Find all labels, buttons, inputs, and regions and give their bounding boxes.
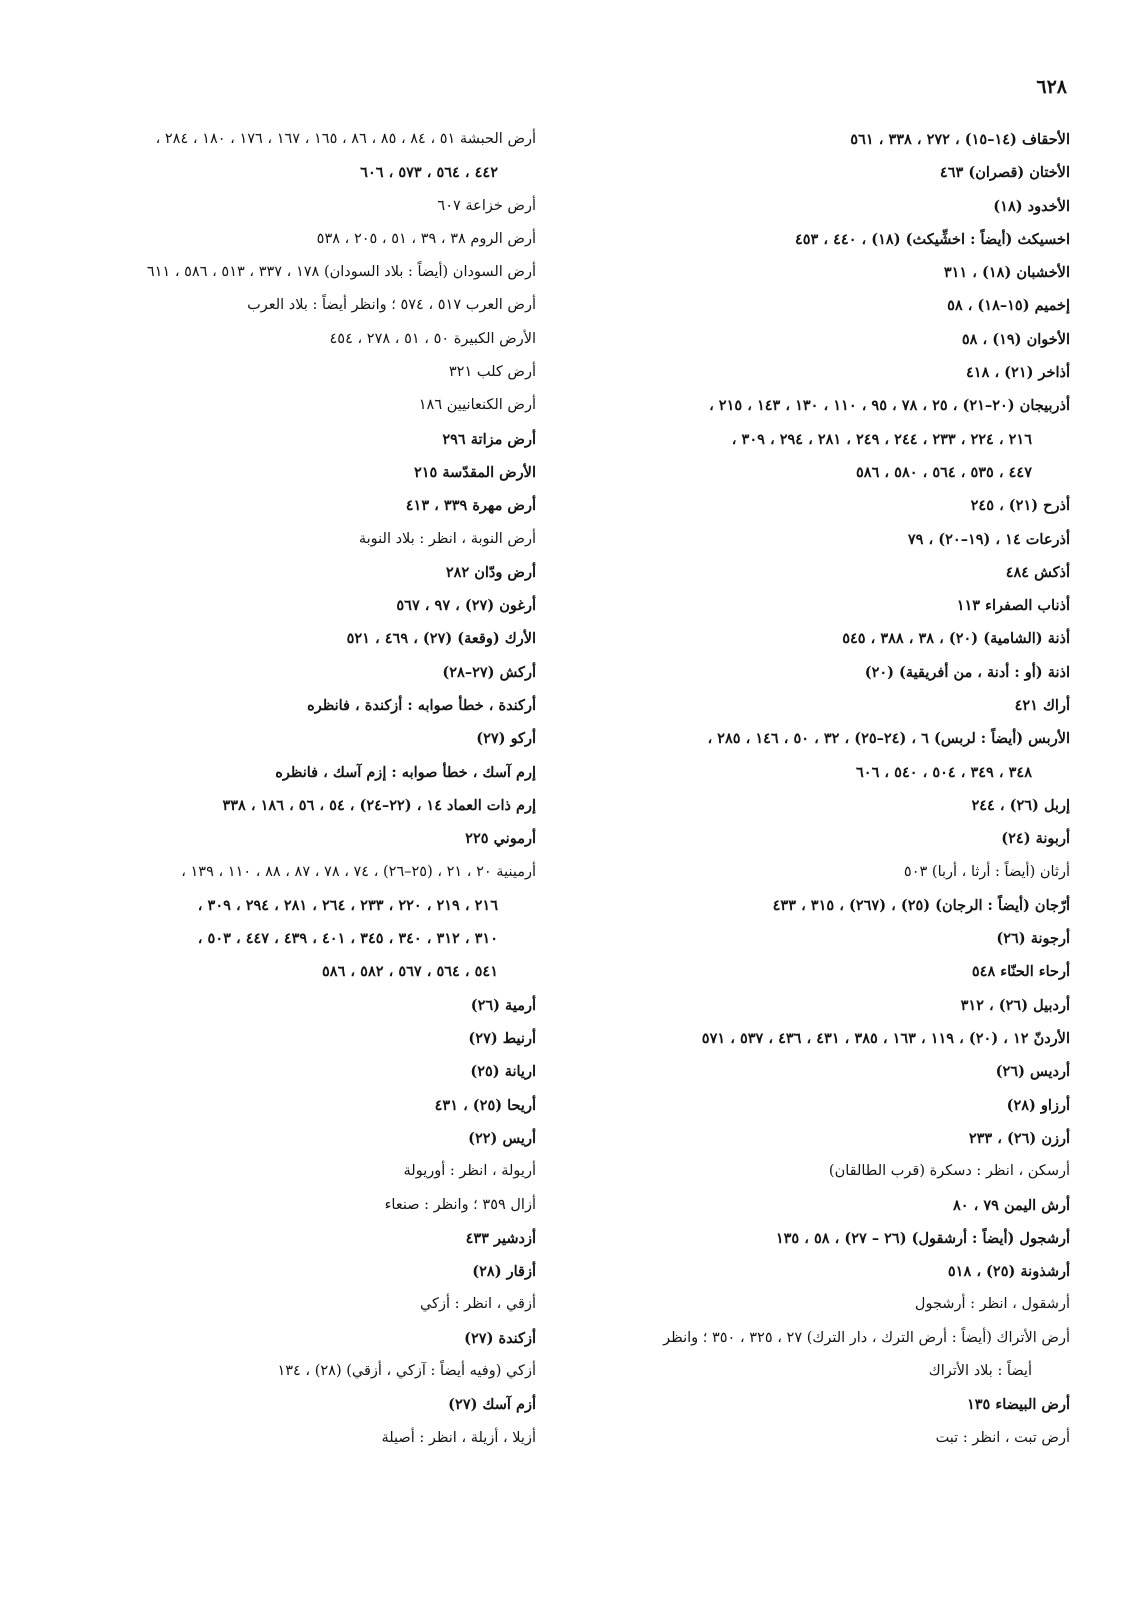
index-entry-continuation: ٢١٦ ، ٢٢٤ ، ٢٣٣ ، ٢٤٤ ، ٢٤٩ ، ٢٨١ ، ٢٩٤ ، ٣٠٩ ، xyxy=(731,430,1032,448)
index-entry: أزقي ، انظر : أزكي xyxy=(419,1296,536,1313)
index-entry: إرم آسك ، خطأ صوابه : إزم آسك ، فانظره xyxy=(275,763,536,781)
index-entry: إربل (٢٦) ، ٢٤٤ xyxy=(971,796,1070,814)
index-entry: أرشجول (أيضاً : أرشقول) (٢٦ – ٢٧) ، ٥٨ ، ١٣٥ xyxy=(775,1229,1070,1247)
index-entry: الأخدود (١٨) xyxy=(993,197,1070,215)
index-entry-continuation: ٣٤٨ ، ٣٤٩ ، ٥٠٤ ، ٥٤٠ ، ٦٠٦ xyxy=(856,763,1032,781)
left-index-column xyxy=(36,123,536,1455)
index-entry: أذاخر (٢١) ، ٤١٨ xyxy=(966,364,1070,382)
index-entry: أذناب الصفراء ١١٣ xyxy=(956,597,1070,615)
index-entry: أريس (٢٢) xyxy=(468,1129,536,1147)
index-entry: أرض كلب ٣٢١ xyxy=(448,364,536,381)
index-entry: أذربيجان (٢٠–٢١) ، ٢٥ ، ٧٨ ، ٩٥ ، ١١٠ ، ١٣٠ ، ١٤٣ ، ٢١٥ ، xyxy=(709,397,1070,415)
index-entry-continuation: ٤٤٧ ، ٥٣٥ ، ٥٦٤ ، ٥٨٠ ، ٥٨٦ xyxy=(856,463,1032,481)
index-entry: أرض الحبشة ٥١ ، ٨٤ ، ٨٥ ، ٨٦ ، ١٦٥ ، ١٦٧ ، ١٧٦ ، ١٨٠ ، ٢٨٤ ، xyxy=(155,131,536,147)
index-entry: أزقار (٢٨) xyxy=(472,1263,536,1281)
index-entry: أذرعات ١٤ ، (١٩–٢٠) ، ٧٩ xyxy=(907,530,1070,548)
index-entry-continuation: ٤٤٢ ، ٥٦٤ ، ٥٧٣ ، ٦٠٦ xyxy=(360,164,498,182)
index-entry-continuation: ٥٤١ ، ٥٦٤ ، ٥٦٧ ، ٥٨٢ ، ٥٨٦ xyxy=(322,963,498,981)
index-entry: أرض العرب ٥١٧ ، ٥٧٤ ؛ وانظر أيضاً : بلاد العرب xyxy=(247,297,536,314)
index-entry: أرض الأتراك (أيضاً : أرض الترك ، دار الترك) ٢٧ ، ٣٢٥ ، ٣٥٠ ؛ وانظر xyxy=(663,1329,1070,1346)
index-entry: الأختان (قصران) ٤٦٣ xyxy=(939,164,1070,182)
index-entry-continuation: ٣١٠ ، ٣١٢ ، ٣٤٠ ، ٣٤٥ ، ٤٠١ ، ٤٣٩ ، ٤٤٧ ، ٥٠٣ ، xyxy=(197,930,498,948)
index-entry: أرّجان (أيضاً : الرجان) (٢٥) ، (٢٦٧) ، ٣١٥ ، ٤٣٣ xyxy=(772,896,1070,914)
index-entry: أرض الروم ٣٨ ، ٣٩ ، ٥١ ، ٢٠٥ ، ٥٣٨ xyxy=(316,230,536,247)
index-entry: أزال ٣٥٩ ؛ وانظر : صنعاء xyxy=(384,1196,536,1213)
index-entry: أركو (٢٧) xyxy=(476,730,536,748)
index-entry: أرض الكنعانيين ١٨٦ xyxy=(418,397,536,414)
index-entry: أرثان (أيضاً : أرثا ، أربا) ٥٠٣ xyxy=(903,863,1070,880)
index-entry: أرش اليمن ٧٩ ، ٨٠ xyxy=(952,1196,1070,1214)
index-entry: أرض ودّان ٢٨٢ xyxy=(445,563,536,581)
index-entry: أركش (٢٧–٢٨) xyxy=(442,663,536,681)
index-entry: أرشذونة (٢٥) ، ٥١٨ xyxy=(947,1263,1070,1281)
index-entry: أريولة ، انظر : أوريولة xyxy=(403,1163,536,1180)
index-entry: أرض مزاتة ٢٩٦ xyxy=(442,430,536,448)
index-entry: أذنة (الشامية) (٢٠) ، ٣٨ ، ٣٨٨ ، ٥٤٥ xyxy=(842,630,1070,648)
index-entry: أرسكن ، انظر : دسكرة (قرب الطالقان) xyxy=(828,1163,1070,1180)
index-entry: الأرك (وقعة) (٢٧) ، ٤٦٩ ، ٥٢١ xyxy=(346,630,536,648)
right-index-column xyxy=(562,123,1070,1455)
index-entry: الأرض الكبيرة ٥٠ ، ٥١ ، ٢٧٨ ، ٤٥٤ xyxy=(329,330,536,347)
index-entry: أزيلا ، أزيلة ، انظر : أصيلة xyxy=(381,1429,536,1446)
index-entry: الأحقاف (١٤–١٥) ، ٢٧٢ ، ٣٣٨ ، ٥٦١ xyxy=(850,131,1070,148)
index-entry: اذنة (أو : أدنة ، من أفريقية) (٢٠) xyxy=(864,663,1070,681)
index-entry: اريانة (٢٥) xyxy=(470,1063,536,1081)
index-entry: أرض النوبة ، انظر : بلاد النوبة xyxy=(358,530,536,547)
index-entry: إخميم (١٥–١٨) ، ٥٨ xyxy=(947,297,1070,315)
index-entry: أزكي (وفيه أيضاً : آزكي ، أزقي) (٢٨) ، ١٣٤ xyxy=(277,1362,536,1379)
index-entry: إرم ذات العماد ١٤ ، (٢٢–٢٤) ، ٥٤ ، ٥٦ ، ١٨٦ ، ٣٣٨ xyxy=(222,796,536,814)
index-entry: أرشقول ، انظر : أرشجول xyxy=(914,1296,1070,1313)
index-entry: الأخوان (١٩) ، ٥٨ xyxy=(961,330,1070,348)
index-entry: أرزن (٢٦) ، ٢٣٣ xyxy=(968,1129,1070,1147)
index-entry: أذرح (٢١) ، ٢٤٥ xyxy=(970,497,1070,515)
index-entry: الأردنّ ١٢ ، (٢٠) ، ١١٩ ، ١٦٣ ، ٣٨٥ ، ٤٣١ ، ٤٣٦ ، ٥٣٧ ، ٥٧١ xyxy=(701,1030,1070,1048)
index-entry: أزم آسك (٢٧) xyxy=(448,1396,536,1414)
index-entry: أرض خزاعة ٦٠٧ xyxy=(437,197,536,214)
index-entry: أرمينية ٢٠ ، ٢١ ، (٢٥–٢٦) ، ٧٤ ، ٧٨ ، ٨٧ ، ٨٨ ، ١١٠ ، ١٣٩ ، xyxy=(181,863,536,880)
index-entry: أرزاو (٢٨) xyxy=(1006,1096,1070,1114)
index-entry: أذكش ٤٨٤ xyxy=(1005,563,1070,581)
index-entry: أرغون (٢٧) ، ٩٧ ، ٥٦٧ xyxy=(396,597,536,615)
index-entry: أريحا (٢٥) ، ٤٣١ xyxy=(434,1096,536,1114)
index-entry: أردبيل (٢٦) ، ٣١٢ xyxy=(960,996,1070,1014)
index-entry: الأربس (أيضاً : لربس) ٦ ، (٢٤–٢٥) ، ٣٢ ، ٥٠ ، ١٤٦ ، ٢٨٥ ، xyxy=(707,730,1070,748)
index-entry: أرض السودان (أيضاً : بلاد السودان) ١٧٨ ، ٣٣٧ ، ٥١٣ ، ٥٨٦ ، ٦١١ xyxy=(146,264,536,281)
index-entry: أرحاء الحنّاء ٥٤٨ xyxy=(971,963,1070,981)
index-entry: أرجونة (٢٦) xyxy=(996,930,1070,948)
index-entry: اخسيكث (أيضاً : اخشِّيكث) (١٨) ، ٤٤٠ ، ٤٥٣ xyxy=(794,230,1070,248)
index-entry: الأرض المقدّسة ٢١٥ xyxy=(413,463,536,481)
index-entry: أرديس (٢٦) xyxy=(995,1063,1070,1081)
index-entry: الأخشبان (١٨) ، ٣١١ xyxy=(943,264,1070,282)
page-number: ٦٢٨ xyxy=(1036,76,1067,98)
index-entry: أرنيط (٢٧) xyxy=(468,1030,536,1048)
index-entry-continuation: أيضاً : بلاد الأتراك xyxy=(928,1362,1032,1379)
index-entry: أرمية (٢٦) xyxy=(470,996,536,1014)
index-entry: أزكندة (٢٧) xyxy=(464,1329,536,1347)
index-entry: أرموني ٢٢٥ xyxy=(465,830,536,848)
index-entry: أرض مهرة ٣٣٩ ، ٤١٣ xyxy=(405,497,536,515)
index-entry: أراك ٤٢١ xyxy=(1014,697,1070,715)
index-entry: أربونة (٢٤) xyxy=(1001,830,1070,848)
index-entry: أرض البيضاء ١٣٥ xyxy=(966,1396,1070,1414)
index-entry-continuation: ٢١٦ ، ٢١٩ ، ٢٢٠ ، ٢٣٣ ، ٢٦٤ ، ٢٨١ ، ٢٩٤ ، ٣٠٩ ، xyxy=(197,896,498,914)
index-entry: أزدشير ٤٣٣ xyxy=(465,1229,536,1247)
index-entry: أركندة ، خطأ صوابه : أزكندة ، فانظره xyxy=(307,697,536,715)
index-entry: أرض تبت ، انظر : تبت xyxy=(935,1429,1070,1446)
